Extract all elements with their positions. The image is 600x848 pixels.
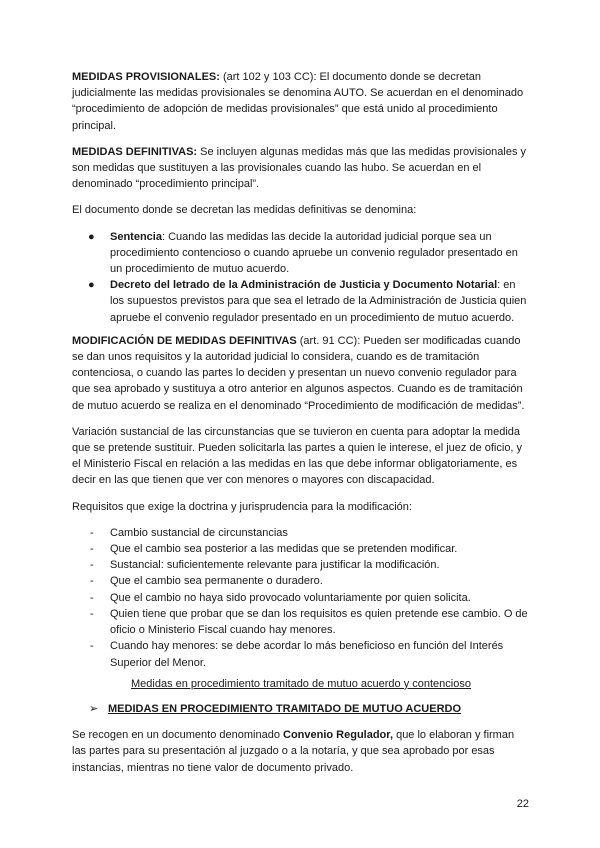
paragraph-modificacion — [72, 333, 530, 414]
list-item-text: Que el cambio sea permanente o duradero. — [110, 575, 323, 588]
list-item-text: : en los supuestos previstos para que sea el letrado de la Administración de Justicia quien apruebe el convenio regulador presentado en un procedimiento de mutuo acuerdo. — [110, 279, 527, 324]
paragraph-convenio-regulador — [72, 727, 530, 776]
term-modificacion: MODIFICACIÓN DE MEDIDAS DEFINITIVAS — [72, 334, 297, 347]
dash-icon: - — [90, 640, 94, 653]
bullet-list-documentos — [72, 229, 530, 326]
paragraph-text: Se recogen en un documento denominado — [72, 729, 283, 742]
paragraph-text: (art. 91 CC): Pueden ser modificadas cuando se dan unos requisitos y la autoridad judicial lo considera, cuando es de tramitación contenciosa, o cuando las partes lo deciden y presentan un nuevo convenio regulador para que sea aprobado y sustituya a otro anterior en algunos aspectos. Cuando es de tramitación de mutuo acuerdo se realiza en el denominado “Procedimiento de modificación de medidas”. — [72, 334, 525, 412]
paragraph-text: Se incluyen algunas medidas más que las medidas provisionales y son medidas que sustituyen a las provisionales cuando las hubo. Se acuerdan en el denominado “procedimiento principal”. — [72, 145, 527, 191]
list-item-text: Que el cambio no haya sido provocado voluntariamente por quien solicita. — [110, 591, 471, 604]
list-item-text: Cambio sustancial de circunstancias — [110, 526, 288, 539]
page-content — [72, 69, 530, 776]
paragraph-medidas-provisionales — [72, 69, 530, 134]
bullet-icon: ● — [88, 230, 95, 243]
section-heading-text: MEDIDAS EN PROCEDIMIENTO TRAMITADO DE MUTUO ACUERDO — [108, 702, 462, 715]
list-item — [72, 573, 530, 589]
term-medidas-provisionales: MEDIDAS PROVISIONALES: — [72, 71, 220, 83]
list-item-text: Quien tiene que probar que se dan los requisitos es quien pretende ese cambio. O de oficio o Ministerio Fiscal cuando hay menores. — [110, 607, 528, 637]
paragraph-requisitos: Requisitos que exige la doctrina y jurisprudencia para la modificación: — [72, 500, 412, 513]
link-medidas-procedimiento[interactable]: Medidas en procedimiento tramitado de mutuo acuerdo y contencioso — [131, 677, 471, 690]
list-item — [72, 525, 530, 541]
list-item-text: Sustancial: suficientemente relevante para justificar la modificación. — [110, 559, 440, 572]
list-item — [72, 606, 530, 638]
list-item — [72, 277, 530, 326]
dash-list-requisitos — [72, 525, 530, 671]
term-decreto: Decreto del letrado de la Administración de Justicia y Documento Notarial — [110, 279, 498, 292]
term-medidas-definitivas: MEDIDAS DEFINITIVAS: — [72, 145, 198, 158]
section-heading-mutuo-acuerdo — [72, 701, 530, 717]
dash-icon: - — [90, 543, 94, 556]
bullet-icon: ● — [88, 279, 95, 292]
term-convenio-regulador: Convenio Regulador, — [283, 729, 394, 742]
list-item — [72, 638, 530, 670]
dash-icon: - — [90, 591, 94, 604]
paragraph-documento: El documento donde se decretan las medidas definitivas se denomina: — [72, 204, 417, 217]
list-item — [72, 541, 530, 557]
list-item-text: Cuando hay menores: se debe acordar lo más beneficioso en función del Interés Superior del Menor. — [110, 640, 504, 669]
term-sentencia: Sentencia — [110, 230, 162, 243]
paragraph-text: (art 102 y 103 CC): El documento donde se decretan judicialmente las medidas provisionales se denomina AUTO. Se acuerdan en el denominado “procedimiento de adopción de medidas provisionales” que está unido al procedimiento principal. — [72, 71, 524, 132]
paragraph-text: que lo elaboran y firman las partes para su presentación al juzgado o a la notaría, y que sea aprobado por esas instancias, mientras no tiene valor de documento privado. — [72, 729, 515, 774]
dash-icon: - — [90, 607, 94, 620]
list-item — [72, 590, 530, 606]
list-item-text: : Cuando las medidas las decide la autoridad judicial porque sea un procedimiento contencioso o cuando apruebe un convenio regulador presentado en un procedimiento de mutuo acuerdo. — [110, 230, 518, 276]
list-item-text: Que el cambio sea posterior a las medidas que se pretenden modificar. — [110, 543, 458, 556]
paragraph-medidas-definitivas — [72, 144, 530, 193]
list-item — [72, 557, 530, 573]
paragraph-variacion: Variación sustancial de las circunstancias que se tuvieron en cuenta para adoptar la medida que se pretende sustituir. Pueden solicitarla las partes a quien le interese, el juez de oficio, y el Ministerio Fiscal en relación a las medidas en las que debe informar obligatoriamente, es decir en las que tienen que ver con menores o mayores con discapacidad. — [72, 425, 523, 487]
list-item — [72, 229, 530, 278]
page-number: 22 — [516, 798, 529, 810]
dash-icon: - — [90, 575, 94, 588]
arrow-icon: ➢ — [89, 702, 99, 715]
dash-icon: - — [90, 526, 94, 539]
dash-icon: - — [90, 559, 94, 572]
